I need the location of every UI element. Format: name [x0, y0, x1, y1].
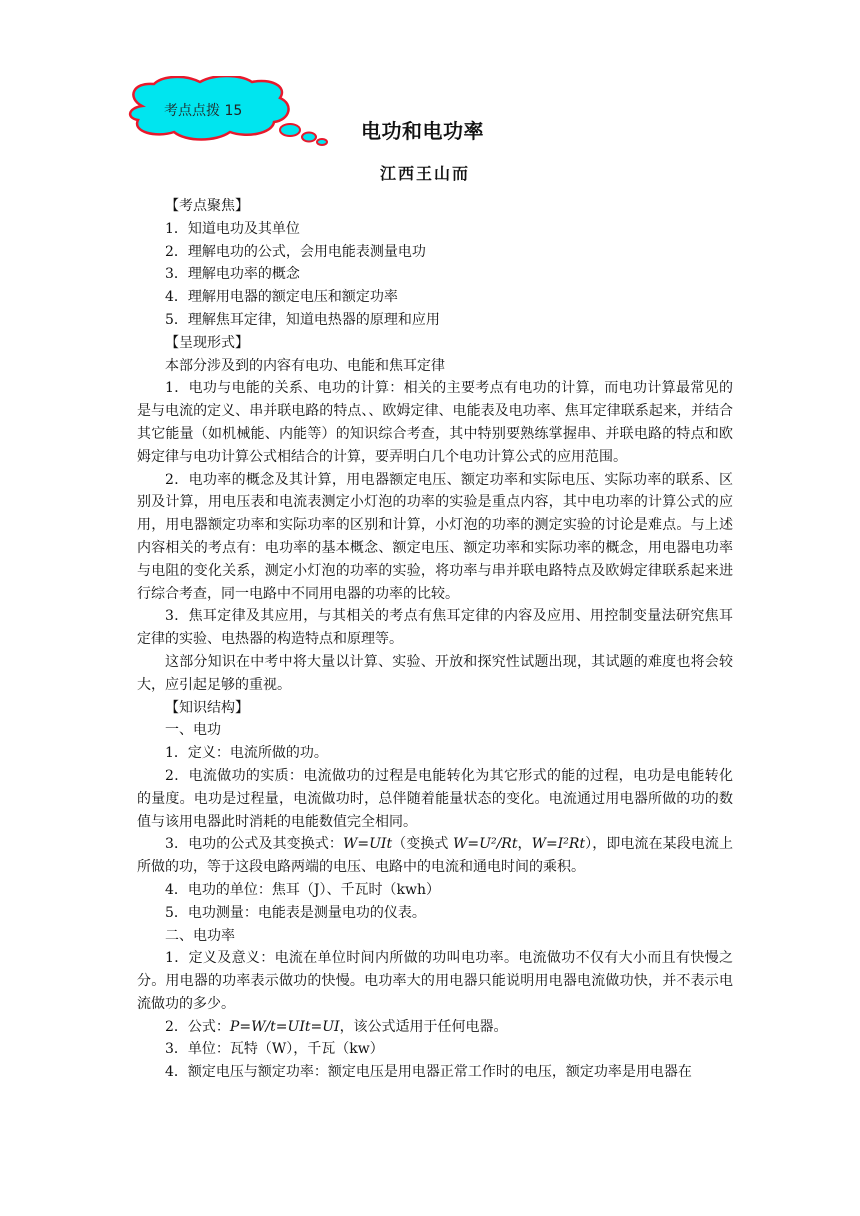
part2-item-formula — [137, 1016, 733, 1039]
form-paragraph: 1．电功与电能的关系、电功的计算：相关的主要考点有电功的计算，而电功计算最常见的是与电流的定义、串并联电路的特点、、欧姆定律、电能表及电功率、焦耳定律联系起来，并结合其它能量（如机械能、内能等）的知识综合考查，其中特别要熟练掌握串、并联电路的特点和欧姆定律与电功计算公式相结合的计算，要弄明白几个电功计算公式的应用范围。 — [137, 380, 733, 465]
formula-alt2: W=I²Rt — [531, 836, 586, 853]
part1-item: 4．电功的单位：焦耳（J）、千瓦时（kwh） — [165, 881, 441, 898]
badge-label: 考点点拨 15 — [164, 103, 243, 119]
part1-item: 2．电流做功的实质：电流做功的过程是电能转化为其它形式的能的过程，电功是电能转化的量度。电功是过程量，电流做功时，总伴随着能量状态的变化。电流通过用电器所做的功的数值与该用电器此时消耗的电能数值完全相同。 — [137, 767, 733, 830]
focus-item: 1．知道电功及其单位 — [165, 220, 300, 237]
formula-prefix: 2．公式： — [165, 1018, 230, 1035]
part1-item: 1．定义：电流所做的功。 — [165, 745, 328, 762]
author: 江西王山而 — [380, 164, 471, 183]
form-paragraph: 3．焦耳定律及其应用，与其相关的考点有焦耳定律的内容及应用、用控制变量法研究焦耳定律的实验、电热器的构造特点和原理等。 — [137, 608, 733, 648]
focus-item: 2．理解电功的公式，会用电能表测量电功 — [165, 243, 426, 260]
article-body — [137, 195, 733, 1084]
part2-item: 1．定义及意义：电流在单位时间内所做的功叫电功率。电流做功不仅有大小而且有快慢之分。用电器的功率表示做功的快慢。电功率大的用电器只能说明用电器电流做功快，并不表示电流做功的多少。 — [137, 950, 733, 1012]
knowledge-heading: 【知识结构】 — [165, 699, 249, 716]
part2-item: 4．额定电压与额定功率：额定电压是用电器正常工作时的电压，额定功率是用电器在 — [165, 1064, 692, 1081]
power-formula: P=W/t=UIt=UI — [229, 1018, 340, 1035]
part1-heading: 一、电功 — [165, 722, 221, 739]
formula-sep: ， — [517, 836, 532, 853]
focus-item: 3．理解电功率的概念 — [165, 266, 300, 283]
formula-main: W=UIt — [343, 836, 393, 853]
part1-item: 5．电功测量：电能表是测量电功的仪表。 — [165, 904, 426, 921]
formula-suffix: ），即电流在某段电流上所做的功，等于这段电路两端的电压、电路中的电流和通电时间的乘积。 — [137, 836, 734, 876]
form-intro: 本部分涉及到的内容有电功、电能和焦耳定律 — [165, 357, 445, 374]
focus-item: 5．理解焦耳定律，知道电热器的原理和应用 — [165, 311, 440, 328]
page-title: 电功和电功率 — [361, 119, 484, 143]
form-paragraph: 这部分知识在中考中将大量以计算、实验、开放和探究性试题出现，其试题的难度也将会较大，应引起足够的重视。 — [137, 653, 733, 693]
focus-heading: 【考点聚焦】 — [165, 198, 249, 214]
topic-badge — [122, 76, 332, 150]
formula-alt1: W=U²/Rt — [453, 836, 518, 853]
form-heading: 【呈现形式】 — [165, 334, 249, 351]
part2-item: 3．单位：瓦特（W），千瓦（kw） — [165, 1041, 384, 1058]
formula-alt-label: （变换式 — [392, 836, 454, 853]
part2-heading: 二、电功率 — [165, 927, 235, 944]
part1-item-formula — [137, 833, 733, 879]
focus-item: 4．理解用电器的额定电压和额定功率 — [165, 289, 398, 306]
formula-suffix: ，该公式适用于任何电器。 — [339, 1018, 508, 1035]
form-paragraph: 2．电功率的概念及其计算，用电器额定电压、额定功率和实际电压、实际功率的联系、区别及计算，用电压表和电流表测定小灯泡的功率的实验是重点内容，其中电功率的计算公式的应用，用电器额定功率和实际功率的区别和计算，小灯泡的功率的测定实验的讨论是难点。与上述内容相关的考点有：电功率的基本概念、额定电压、额定功率和实际功率的概念，用电器电功率与电阻的变化关系，测定小灯泡的功率的实验，将功率与串并联电路特点及欧姆定律联系起来进行综合考查，同一电路中不同用电器的功率的比较。 — [137, 471, 733, 602]
formula-prefix: 3．电功的公式及其变换式： — [165, 836, 343, 853]
